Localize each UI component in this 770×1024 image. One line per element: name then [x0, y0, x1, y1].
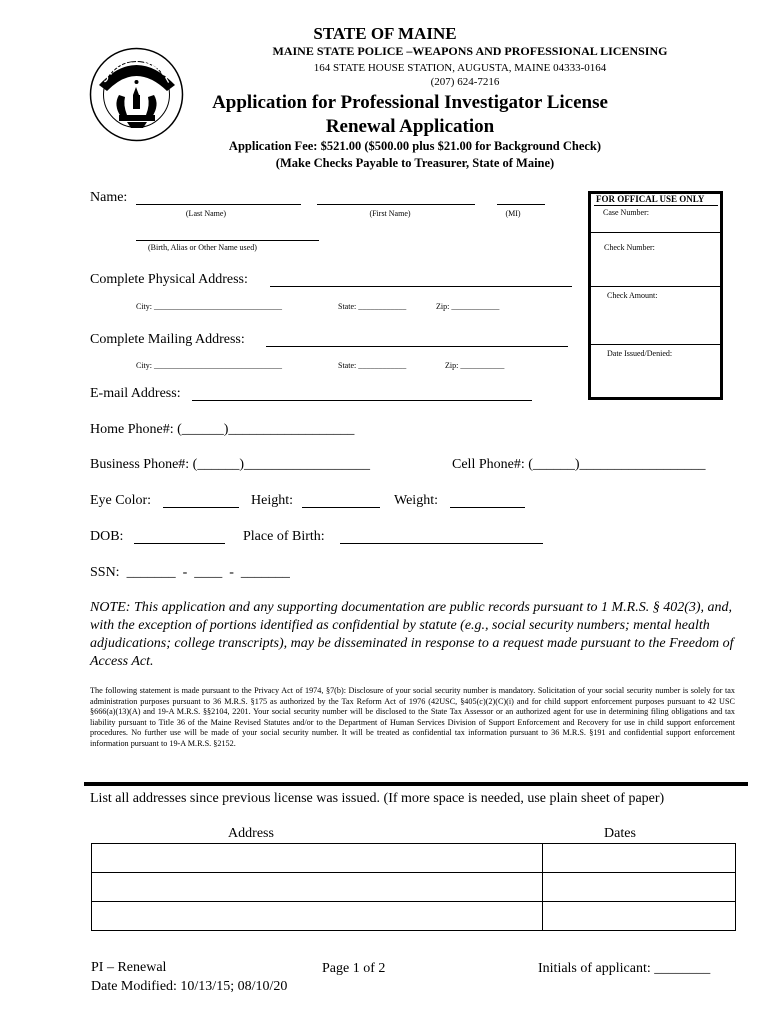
eye-color-label: Eye Color: — [90, 493, 152, 508]
height-label: Height: — [251, 493, 293, 508]
date-issued-label: Date Issued/Denied: — [607, 349, 673, 358]
header-agency: MAINE STATE POLICE –WEAPONS AND PROFESSIONAL LICENSING — [272, 44, 668, 58]
weight-label: Weight: — [394, 493, 438, 508]
mailing-city[interactable]: City: ________________________________ — [136, 361, 283, 370]
dob-field[interactable] — [134, 543, 225, 544]
application-fee: Application Fee: $521.00 ($500.00 plus $21.00 for Background Check) — [228, 139, 602, 153]
physical-state[interactable]: State: ____________ — [338, 302, 407, 311]
eye-color-field[interactable] — [163, 507, 239, 508]
place-of-birth-label: Place of Birth: — [243, 529, 325, 544]
first-name-caption: (First Name) — [369, 209, 411, 218]
cell-phone[interactable]: Cell Phone#: (______)__________________ — [452, 457, 706, 472]
check-amount-label: Check Amount: — [607, 291, 658, 300]
physical-zip[interactable]: Zip: ____________ — [436, 302, 500, 311]
weight-field[interactable] — [450, 507, 525, 508]
payable-note: (Make Checks Payable to Treasurer, State of Maine) — [275, 156, 555, 170]
dates-cell[interactable] — [543, 902, 736, 931]
table-row — [92, 873, 736, 902]
home-phone[interactable]: Home Phone#: (______)__________________ — [90, 422, 355, 437]
alias-caption: (Birth, Alias or Other Name used) — [148, 243, 257, 252]
dates-column-header: Dates — [604, 826, 636, 841]
privacy-act-statement: The following statement is made pursuant to the Privacy Act of 1974, §7(b): Disclosure of your social security number is mandatory. Solicitation of your social security number is solely for tax administration purposes pursuant to 36 M.R.S. §175 as authorized by the Tax Reform Act of 1976 (42USC, §405(c)(2)(C)(i) and for child support enforcement purposes pursuant to 42 USC §666(a)(13)(A) and 19-A M.R.S. §§2104, 2201. Your social security number will be disclosed to the State Tax Assessor or an authorized agent for use in determining filing obligations and tax liability pursuant to Title 36 of the Maine Revised Statutes and/or to the Department of Human Services Division of Support Enforcement and Recovery for use in child support enforcement procedures. No further use will be made of your social security number. It will be treated as confidential tax information pursuant to 36 M.R.S. §191 and confidential support enforcement information pursuant to 19-A M.R.S. §2152. — [90, 686, 735, 748]
last-name-caption: (Last Name) — [185, 209, 227, 218]
address-cell[interactable] — [92, 873, 543, 902]
table-row — [92, 902, 736, 931]
case-number-label: Case Number: — [603, 208, 649, 217]
address-cell[interactable] — [92, 844, 543, 873]
header-phone: (207) 624-7216 — [430, 76, 500, 88]
dates-cell[interactable] — [543, 873, 736, 902]
mailing-address-label: Complete Mailing Address: — [90, 332, 245, 347]
dob-label: DOB: — [90, 529, 124, 544]
email-label: E-mail Address: — [90, 386, 181, 401]
official-divider-2 — [591, 286, 720, 287]
state-police-seal — [89, 47, 184, 142]
header-state: STATE OF MAINE — [313, 24, 457, 43]
physical-city[interactable]: City: ________________________________ — [136, 302, 283, 311]
address-history-table — [91, 843, 736, 931]
dates-cell[interactable] — [543, 844, 736, 873]
public-records-note: NOTE: This application and any supporting documentation are public records pursuant to 1 M.R.S. § 402(3), and, with the exception of portions identified as confidential by statute (e.g., social security numbers; mental health adjudications; college transcripts), may be disseminated in response to a request made pursuant to the Freedom of Access Act. — [90, 600, 734, 669]
official-divider-1 — [591, 232, 720, 233]
footer-page-number: Page 1 of 2 — [322, 961, 386, 976]
place-of-birth-field[interactable] — [340, 543, 543, 544]
check-number-label: Check Number: — [604, 243, 655, 252]
svg-text:STATE POLICE: STATE POLICE — [97, 53, 177, 85]
physical-address-field[interactable] — [270, 286, 572, 287]
mailing-address-field[interactable] — [266, 346, 568, 347]
mailing-zip[interactable]: Zip: ___________ — [445, 361, 505, 370]
initials-of-applicant[interactable]: Initials of applicant: ________ — [538, 961, 711, 976]
official-use-title: FOR OFFICAL USE ONLY — [596, 194, 705, 204]
footer-date-modified: Date Modified: 10/13/15; 08/10/20 — [91, 979, 288, 994]
ssn-field[interactable]: SSN: _______ - ____ - _______ — [90, 565, 290, 580]
section-divider — [84, 782, 748, 786]
first-name-field[interactable] — [317, 204, 475, 205]
business-phone[interactable]: Business Phone#: (______)__________________ — [90, 457, 370, 472]
last-name-field[interactable] — [136, 204, 301, 205]
address-cell[interactable] — [92, 902, 543, 931]
name-label: Name: — [90, 190, 128, 205]
mailing-state[interactable]: State: ____________ — [338, 361, 407, 370]
table-row — [92, 844, 736, 873]
height-field[interactable] — [302, 507, 380, 508]
header-address: 164 STATE HOUSE STATION, AUGUSTA, MAINE 04333-0164 — [313, 62, 607, 74]
official-divider-3 — [591, 344, 720, 345]
form-subtitle: Renewal Application — [325, 116, 495, 137]
mi-caption: (MI) — [505, 209, 521, 218]
mi-field[interactable] — [497, 204, 545, 205]
physical-address-label: Complete Physical Address: — [90, 272, 248, 287]
form-title: Application for Professional Investigator License — [212, 92, 608, 113]
official-title-underline — [594, 205, 718, 206]
footer-form-id: PI – Renewal — [91, 960, 167, 975]
alias-field[interactable] — [136, 240, 319, 241]
email-field[interactable] — [192, 400, 532, 401]
addresses-instruction: List all addresses since previous license was issued. (If more space is needed, use plain sheet of paper) — [90, 791, 665, 806]
address-column-header: Address — [228, 826, 274, 841]
